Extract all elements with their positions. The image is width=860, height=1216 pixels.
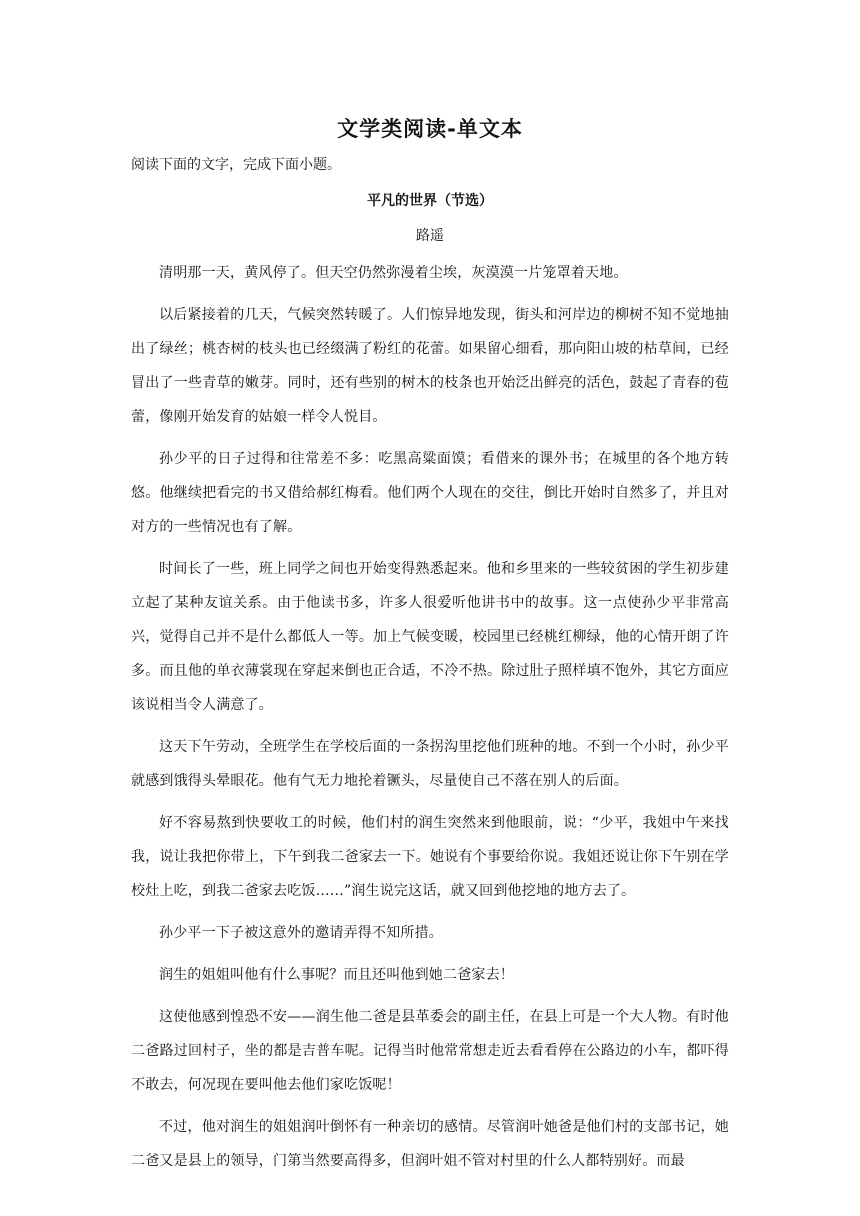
passage-paragraph: 孙少平的日子过得和往常差不多：吃黑高粱面馍；看借来的课外书；在城里的各个地方转悠。他继续把看完的书又借给郝红梅看。他们两个人现在的交往，倒比开始时自然多了，并且对对方的一些情况也有了解。 xyxy=(131,451,729,535)
passage-paragraph: 不过，他对润生的姐姐润叶倒怀有一种亲切的感情。尽管润叶她爸是他们村的支部书记，她二爸又是县上的领导，门第当然要高得多，但润叶姐不管对村里的什么人都特别好。而最 xyxy=(131,1119,729,1169)
passage-body xyxy=(131,256,729,1186)
reading-instruction: 阅读下面的文字，完成下面小题。 xyxy=(131,157,341,173)
passage-author: 路遥 xyxy=(416,228,444,244)
passage-paragraph: 这天下午劳动，全班学生在学校后面的一条拐沟里挖他们班种的地。不到一个小时，孙少平就感到饿得头晕眼花。他有气无力地抡着镢头，尽量使自己不落在别人的后面。 xyxy=(131,739,729,789)
passage-paragraph: 清明那一天，黄风停了。但天空仍然弥漫着尘埃，灰漠漠一片笼罩着天地。 xyxy=(159,265,628,281)
document-title: 文学类阅读-单文本 xyxy=(337,117,523,141)
passage-paragraph: 孙少平一下子被这意外的邀请弄得不知所措。 xyxy=(159,925,443,941)
passage-paragraph: 这使他感到惶恐不安——润生他二爸是县革委会的副主任，在县上可是一个大人物。有时他二爸路过回村子，坐的都是吉普车呢。记得当时他常常想走近去看看停在公路边的小车，都吓得不敢去，何况现在要叫他去他们家吃饭呢！ xyxy=(131,1009,729,1093)
passage-paragraph: 润生的姐姐叫他有什么事呢？而且还叫他到她二爸家去！ xyxy=(159,967,514,983)
passage-title: 平凡的世界（节选） xyxy=(367,193,493,209)
passage-paragraph: 时间长了一些，班上同学之间也开始变得熟悉起来。他和乡里来的一些较贫困的学生初步建立起了某种友谊关系。由于他读书多，许多人很爱听他讲书中的故事。这一点使孙少平非常高兴，觉得自己并不是什么都低人一等。加上气候变暖，校园里已经桃红柳绿，他的心情开朗了许多。而且他的单衣薄裳现在穿起来倒也正合适，不冷不热。除过肚子照样填不饱外，其它方面应该说相当令人满意了。 xyxy=(131,561,729,713)
passage-paragraph: 以后紧接着的几天，气候突然转暖了。人们惊异地发现，街头和河岸边的柳树不知不觉地抽出了绿丝；桃杏树的枝头也已经缀满了粉红的花蕾。如果留心细看，那向阳山坡的枯草间，已经冒出了一些青草的嫩芽。同时，还有些别的树木的枝条也开始泛出鲜亮的活色，鼓起了青春的苞蕾，像刚开始发育的姑娘一样令人悦目。 xyxy=(131,307,729,425)
passage-paragraph: 好不容易熬到快要收工的时候，他们村的润生突然来到他眼前，说：“少平，我姐中午来找我，说让我把你带上，下午到我二爸家去一下。她说有个事要给你说。我姐还说让你下午别在学校灶上吃，到我二爸家去吃饭……”润生说完这话，就又回到他挖地的地方去了。 xyxy=(131,815,729,899)
